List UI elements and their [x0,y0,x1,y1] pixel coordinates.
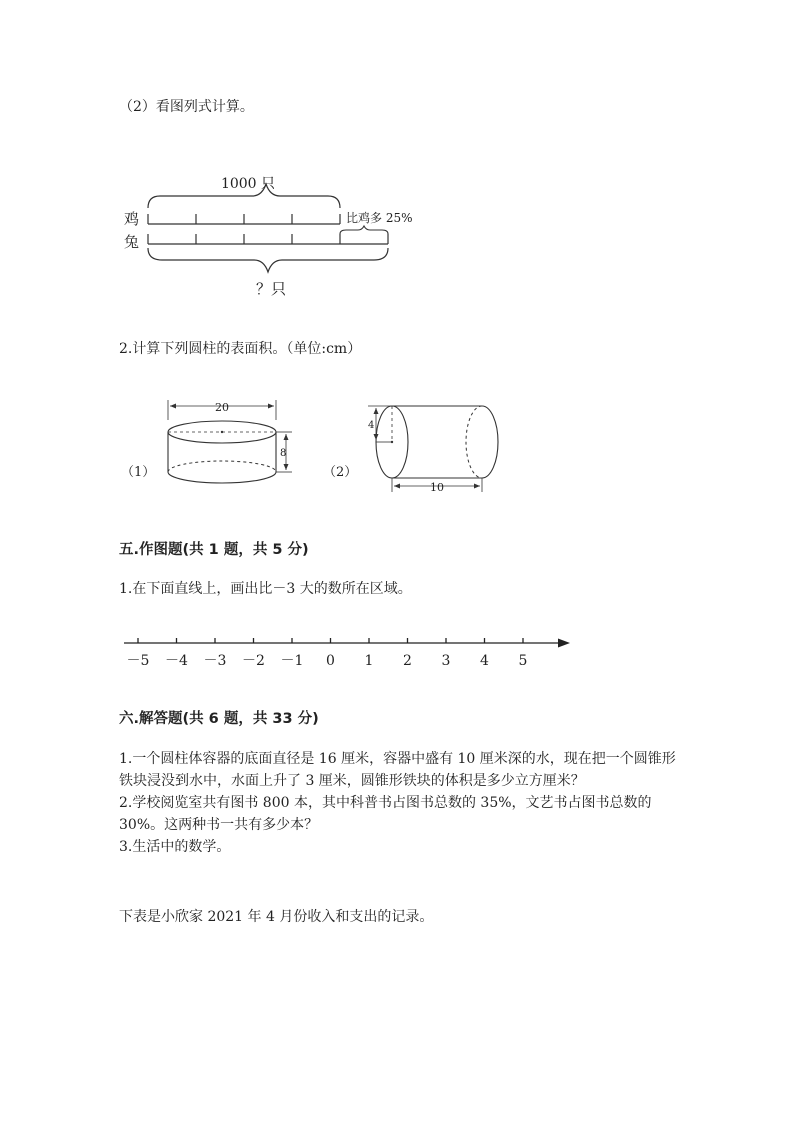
cyl2-diameter: 4 [368,420,375,431]
number-line-label: 3 [441,653,451,669]
extra-brace [340,226,388,234]
number-line-label: 5 [518,653,528,669]
cyl2-index: （2） [323,465,358,480]
cyl2-length: 10 [430,481,444,494]
section5-q1: 1.在下面直线上，画出比－3 大的数所在区域。 [119,581,412,597]
number-line-label: 4 [480,653,489,669]
number-line-label: －2 [242,653,265,669]
number-line-label: －1 [280,653,304,669]
section6-q1: 1.一个圆柱体容器的底面直径是 16 厘米，容器中盛有 10 厘米深的水，现在把一个圆锥形铁块浸没到水中，水面上升了 3 厘米，圆锥形铁块的体积是多少立方厘米？ [119,751,676,789]
cylinder-question: 2.计算下列圆柱的表面积。（单位:cm） [119,341,362,357]
cyl1-index: （1） [121,465,156,480]
section6-q2: 2.学校阅览室共有图书 800 本，其中科普书占图书总数的 35%，文艺书占图书总数的 30%。这两种书一共有多少本？ [119,795,652,833]
section5-title: 五.作图题(共 1 题，共 5 分) [119,542,309,558]
number-line-label: －5 [126,653,150,669]
cyl1-height: 8 [280,448,287,459]
number-line-label: 0 [326,653,335,669]
cyl1-diameter: 20 [215,401,229,414]
row1-label: 鸡 [124,210,140,228]
bottom-label: ？只 [256,280,287,298]
section6-questions [119,748,679,858]
section6-title: 六.解答题(共 6 题，共 33 分) [119,711,319,727]
number-line-label: 1 [364,653,374,669]
top-label: 1000 只 [220,176,276,192]
number-line-label: －4 [165,653,188,669]
bottom-brace [148,248,388,272]
cylinder-figures [0,392,794,502]
extra-label: 比鸡多 25% [346,211,413,225]
number-line [0,628,794,678]
section6-q3: 3.生活中的数学。 [119,839,231,855]
q2-heading: （2）看图列式计算。 [119,99,254,115]
number-line-label: 2 [403,653,412,669]
section6-q4: 下表是小欣家 2021 年 4 月份收入和支出的记录。 [119,909,434,925]
row2-label: 兔 [124,233,140,251]
number-line-label: －3 [203,653,227,669]
